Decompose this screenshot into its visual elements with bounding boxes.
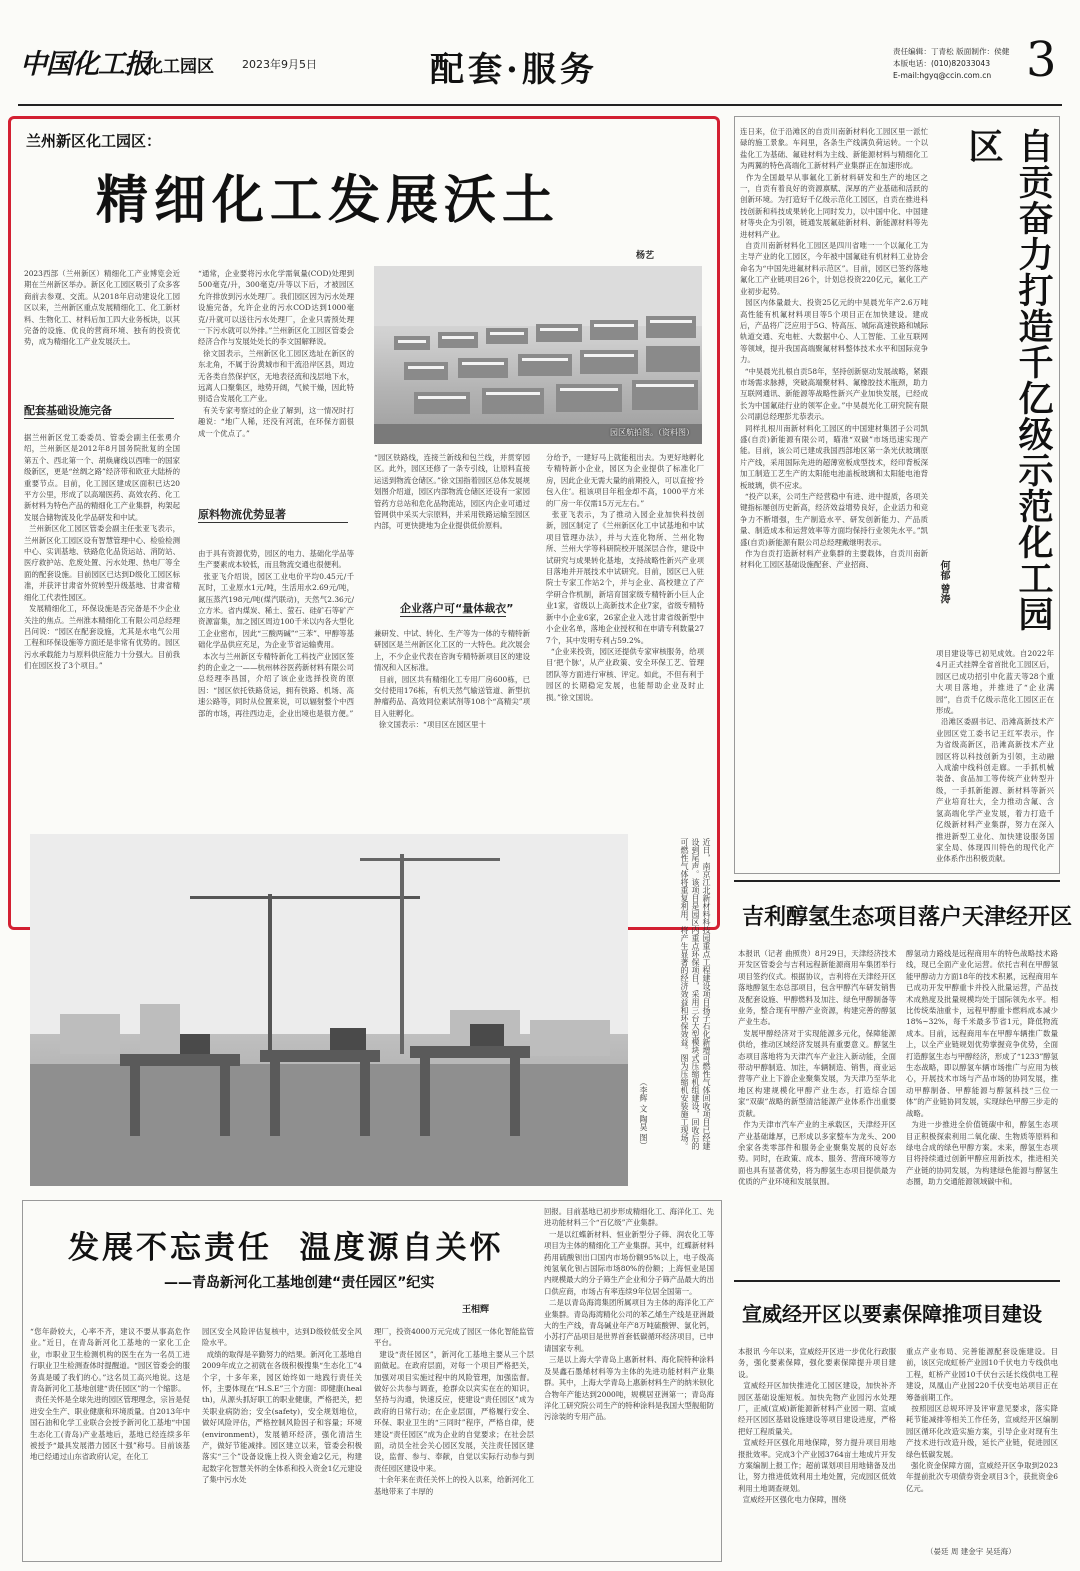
subhead-underline [198,522,348,523]
lead-subhead-logistics: 原料物流优势显著 [198,508,286,521]
right-feature-authors: 何郁 曾涛 [938,560,949,604]
email-line: E-mail:hgyq@ccin.com.cn [893,71,992,80]
masthead [18,34,1062,106]
newspaper-logo: 中国化工报 [20,49,150,80]
construction-site-photo [30,834,628,1186]
lead-subhead-infrastructure: 配套基础设施完备 [24,404,112,417]
page-banner: 配套·服务 [430,50,598,90]
masthead-rule [18,104,1062,106]
mid-right-col1-text: 本报讯（记者 曲照贵）8月29日，天津经济技术开发区管委会与吉利远程新能源商用车集团举行项目签约仪式。根据协议，吉利将在天津经开区落地醇氢生态总部项目，包含甲醇汽车研发销售及配套设施、甲醇燃料及加注、绿色甲醇制备等业务，整合现有甲醇产业资源，构建完善的醇氢产业生态。 发展甲醇经济对于实现能源多元化，保障能源供给，推动区域经济发展具有重要意义。醇氢生态项目落地将为天津汽车产业注入新动能，全面带动甲醇制造、加注，车辆制造、销售，商业运营等产业上下游企业聚集发展，为天津乃至华北地区构建规模化甲醇产业生态，打造综合国家“双碳”战略的新型清洁能源产业体系作出重要贡献。 作为天津市汽车产业的主承载区，天津经开区产业基础雄厚，已形成以多家整车为龙头、200余家各类零部件和服务企业聚集发展的良好态势。同时，在政策、成本、服务、营商环境等方面也具有显著优势，将为醇氢生态项目提供最为优质的产业环境和发展氛围。 [738,949,896,1187]
lead-col4-text: 分给予，一建好马上就能租出去。为更好地孵化专精特新小企业，园区为企业提供了标准化厂房，因此企业无需大量的前期投入，可以直接‘拎包入住’。租该项目年租金却不高，1000平方米的厂房一年仅需15万元左右。” 张亚飞表示，为了推动入园企业加快科技创新，园区制定了《兰州新区化工中试基地和中试项目管理办法》，并与大连化物所、兰州化物所、兰州大学等科研院校开展深层合作，建设中试研究与成果转化基地，支持战略性新兴产业项目落地并开展技术中试研究。目前，园区已入驻院士专家工作站2个，并与企业、高校建立了产学研合作机制，新培育国家级专精特新小巨人企业1家，省级以上高新技术企业7家，省级专精特新中小企业6家，26家企业入选甘肃省级新型中小企业名单，落地企业授权和在申请专利数量277个，其中发明专利占59.2%。 “企业来投资，园区还提供专家审核服务，给项目‘把个脉’，从产业政策、安全环保工艺、管理团队等方面进行审核、评定。如此，不但有利于园区的长期稳定发展，也能帮助企业及时止损。”徐文国说。 [546,453,704,702]
lead-author: 杨艺 [636,251,655,261]
bottom-right-credit: （晏廷 周 建金宇 吴廷海） [926,1547,1016,1556]
photo-caption: 园区航拍图。（资料图） [610,428,694,437]
lead-subhead-settlement: 企业落户可“量体裁衣” [400,602,514,615]
mid-right-headline: 吉利醇氢生态项目落户天津经开区 [742,904,1073,930]
editor-info [893,46,1043,82]
lead-kicker: 兰州新区化工园区： [26,132,162,150]
construction-photo-credit: （李辉 文 陶昊 图） [639,1078,648,1150]
bottom-left-col3-text: 理厂，投资4000万元完成了园区一体化智能监管平台。 建设“责任园区”，新河化工基地主要从三个层面做起。在政府层面，对每一个项目严格把关，加强对项目实施过程中的风险管理，加强监督。做好公共参与调查，抢群众以宾实在在的知识。坚持与沟通，快速反应，使建设“责任园区”成为政府的日常行动；在企业层面，严格履行安全、环保、职业卫生的“三同时”程序，严格自律，使建设“责任园区”成为企业的自觉要求；在社会层面，动员全社会关心园区发展，关注责任园区建设，监督、参与、奉献，自觉以实际行动参与到责任园区建设中来。 十余年来在责任关怀上的投入以来，给新河化工基地带来了丰厚的 [374,1327,534,1496]
bottom-left-col1-text: “您年龄较大，心率不齐，建议不要从事高危作业。”近日，在青岛新河化工基地的一家化工企业，市职业卫生检测机构的医生在为一名员工进行职业卫生检测查体时提醒道。“园区管委会的服务真是暖了我们的心。”这名员工高兴地说。这是青岛新河化工基地创建“责任园区”的一个缩影。 责任关怀是全球先进的园区管理理念，宗旨是促进安全生产、职业健康和环境质量。自2013年中国石油和化学工业联合会授予新河化工基地“中国生态化工(青岛)产业基地后，基地已经连续多年被授予“最具发展潜力园区十强”称号。目前该基地已经通过山东省政府认定，在化工 [30,1327,190,1462]
construction-photo-caption: 近日，南京江北新材料科技园重点工程建设项目扬子石化新增可燃性气体回收项目已经建设到尾声。该项目是园区内重点环保项目，采用三台大型模块式压缩机组建设，回收后的可燃性气体将重复利用，将产生显著的经济效益和环保效益。图为压缩机安装施工现场。 [680,838,711,1150]
lead-settlement-text: 兼研发、中试、转化、生产等为一体的专精特新研园区是兰州新区化工区的一大特色。此次展会上，不少企业代表在咨询专精特新项目区的建设情况和入区标准。 目前，园区共有精细化工专用厂房600栋，已交付使用176栋，有机天然气输送管道、新型抗肿瘤药品、高效同位素试剂等108个“高精尖”项目入驻孵化。 徐文国表示：“项目区在园区里十 [374,629,530,730]
lead-logistics-text: 由于具有资源优势，园区的电力、基础化学品等生产要素成本较低，而且物流交通也很便利。 张亚飞介绍说，园区工业电价平均0.45元/千瓦时，工业原水1元/吨，生活用水2.69元/吨，氮压蒸汽198元/吨(煤汽联动)，天然气2.36元/立方米。省内煤炭、稀土、萤石、硅矿石等矿产资源富集，加之园区周边100千米以内各大型化工企业密布，因此“三酸两碱”“三苯”、甲醇等基础化学品供应充足，为企业节省运输费用。 本次与兰州新区专精特新化工科技产业园区签约的企业之一——杭州林谷医药新材料有限公司总经理李昌国，介绍了该企业选择投资的原因：“园区依托铁路货运，拥有铁路、机场、高速公路等，同时从位置来说，可以辐射整个中西部的市场，再往西边走，企业出境也是很方便。” [198,549,354,718]
mid-right-col2-text: 醇氢动力路线是远程商用车的特色战略技术路线，现已全面产业化运营。依托吉利在甲醇氢能甲醇动力方面18年的技术积累，远程商用车已成功开发甲醇重卡并投入批量运营，产品技术成熟度及批量规模均处于国际领先水平。相比传统柴油重卡，远程甲醇重卡燃料成本减少18%~32%，每千米最多节省1元，降低物流成本。目前，远程商用车在甲醇车辆推广数量上，以全产业链规划优势掌握竞争优势，全面打造醇氢生态与甲醇经济，形成了“1233”醇氢生态战略，即以醇氢车辆市场推广与应用为核心，开展技术市场与产品市场的协同发展，推动甲醇制备、甲醇能源与醇氢科技“三位一体”的产业链协同发展，实现绿色甲醇三步走的战略。 为进一步推进全价值链碳中和，醇氢生态项目正积极探索利用二氧化碳、生物质等原料和绿电合成的绿色甲醇方案。未来，醇氢生态项目将持续通过创新甲醇应用新技术，推进相关产业链的协同发展，为构建绿色能源与醇氢生态圈，助力交通能源领域碳中和。 [906,949,1058,1187]
bottom-left-col4-text: 回报。目前基地已初步形成精细化工、海洋化工、先进功能材料三个“百亿级”产业集群。 一是以红蝶新材料、恒业新型分子筛、润农化工等项目为主体的精细化工产业集群。其中，红蝶新材料药用硫酸钡出口国内市场份额95%以上，电子级高纯氢氧化钡占国际市场80%的份额；上海恒业是国内规模最大的分子筛生产企业和分子筛产品最大的出口供应商，市场占有率连续9年位居全国第一。 二是以青岛海湾集团所属项目为主体的海洋化工产业集群。青岛海湾精化公司的苯乙烯生产线是亚洲最大的生产线，青岛碱业年产8万吨硫酸钾、氯化钙，小苏打产品项目是世界首套低碳循环经济项目，已申请国家专利。 三是以上海大学青岛上惠新材料、海化院特种涂料及昊鑫石墨烯材料等为主体的先进功能材料产业集群。其中，上海大学青岛上惠新材料生产的纳米钡化合物年产能达到2000吨，规模居亚洲第一；青岛海洋化工研究院公司生产的特种涂料是我国大型舰船防污涂装的专用产品。 [544,1207,714,1422]
construction-photo-illustration [30,834,628,1186]
bottom-left-subhead: ——青岛新河化工基地创建“责任园区”纪实 [164,1275,435,1291]
subhead-underline [24,418,174,419]
phone-line: 本版电话：(010)82033043 [893,59,991,68]
mid-right-top-rule [734,880,1060,882]
industrial-park-aerial-photo [374,266,702,444]
right-feature-col2-text: 项目建设等已初见成效。自2022年4月正式挂牌全省首批化工园区后，园区已成功招引中化蓝天等28个重大项目落地，并推进了“企业满园”，自贡千亿级示范化工园区正在形成。 沿滩区委副书记、沿滩高新技术产业园区党工委书记王红军表示，作为省级高新区，沿滩高新技术产业园区将以科技创新为引领，主动融入成渝中线科创走廊。一手抓机械装备、食品加工等传统产业转型升级，一手抓新能源、新材料等新兴产业培育壮大，全力推动含氟、含氢高端化学产业发展，着力打造千亿级新材料产业集群，努力在深入推进新型工业化、加快建设服务国家全局、体现四川特色的现代化产业体系作出积极贡献。 [936,649,1054,864]
lead-intro-text: 2023西部（兰州新区）精细化工产业博览会近期在兰州新区举办。新区化工园区吸引了众多客商前去参观、交流。从2018年启动建设化工园区以来，兰州新区重点发展精细化工、化工新材料、生物化工、材料后加工四大业务板块，以其完备的设施、优良的营商环境、独有的投资优势，成为精细化工产业发展沃土。 [24,269,180,347]
section-name: 化工园区 [146,57,214,77]
bottom-right-col1-text: 本报讯 今年以来，宣威经开区进一步优化行政服务，强化要素保障，强化要素保障提升项目建设。 宣威经开区加快推进化工园区建设，加快补齐园区基础设施短板。加快先物产业园污水处理厂，正威(宣威)新能源新材料产业园一期、宣威经开区园区基础设施建设等项目建设进度，严格把好工程质量关。 宣威经开区强化用地保障，努力提升项目用地报批效率。完成3个产业园3764亩土地成片开发方案编制上报工作；超前谋划项目用地储备及出让，努力推进低效利用土地处置，完成园区低效利用土地调查规划。 宣威经开区强化电力保障，围绕 [738,1347,896,1505]
bottom-right-col2-text: 重点产业布局、完善能源配套设施建设。目前，该区完成虹桥产业园10千伏电力专线供电工程，虹桥产业园10千伏台云延长线供电工程建设，凤凰山产业园220千伏变电站项目正在筹备前期工作。 按照园区总规环评及评审意见要求，落实降耗节能减排等相关工作任务，宣威经开区编制园区循环化改造实施方案，引导企业对现有生产技术进行改造升级，延长产业链，促进园区绿色低碳发展。 强化资金保障方面，宣威经开区争取到2023年提前批次专项债券资金项目3个，获批资金6亿元。 [906,1347,1058,1493]
lead-col3-text: “园区铁路线，连接兰新线和包兰线，并贯穿园区。此外，园区还修了一条专引线，让原料直接运送到物流仓储区。”徐文国指着园区总体发展规划图介绍道，园区内部物流仓储区还设有一家园管药方总站和危化品物流站，园区内企业可通过管网供中采买大宗原料，并采用铁路运输至园区内部，可更快捷地为企业提供低价原料。 [374,453,530,531]
bottom-left-author: 王相辉 [462,1305,490,1315]
right-feature-headline: 自贡奋力打造千亿级示范化工园区 [963,128,1054,632]
issue-date: 2023年9月5日 [242,58,317,71]
lead-infrastructure-text: 据兰州新区党工委委员、管委会副主任张勇介绍，兰州新区是2012年8月国务院批复的全国第五个、西北第一个、胡焕庸线以西唯一的国家级新区，更是“丝绸之路”经济带和欧亚大陆桥的重要节点。目前，化工园区建成区面积已达20平方公里，形成了以高端医药、高效农药、化工新材料为特色产品的精细化工产业集群，构架起发展合储物流及化学品研发和中试。 兰州新区化工园区管委会副主任张亚飞表示，兰州新区化工园区设有智慧管理中心、检验检测中心、实训基地、铁路危化品货运站、消防站、医疗救护站、危废处置、污水处理、热电厂等全面的配套设施。目前园区已达到D级化工园区标准，并获评甘肃省外贸转型升级基地、甘肃省精细化工代表性园区。 发展精细化工，环保设施是否完备是不少企业关注的焦点。兰州淮本精细化工有限公司总经理吕问说：“园区在配套设施，尤其是水电气公用工程和环保设施等方面还是非常有优势的。园区污水承载能力与原料供应能力十分强大。目前我们在园区投了3个项目。” [24,433,180,671]
lead-col2-text: “通常，企业要将污水化学需氧量(COD)处理到500毫克/升，300毫克/升等以下后，才被园区允许排放到污水处理厂。我们园区因为污水处理设施完备，允许企业的污水COD达到1000毫克/升就可以送往污水处理厂，企业只需预处理一下污水就可以外排。”兰州新区化工园区管委会经济合作与发展处处长的李文国解释说。 徐文国表示，兰州新区化工园区选址在新区的东北角，不属于汾黄城市和干流沿岸区县，周边无各类自然保护区，无地表径流和浅层地下水，远离人口聚集区，地势开阔，气候干燥，因此特别适合发展化工产业。 有关专家考察过的企业了解到，这一情况时打趣说：“地广人稀，还没有河流，在环保方面很成一个优点了。” [198,269,354,438]
lead-headline: 精细化工发展沃土 [96,170,561,231]
bottom-left-col2-text: 园区安全风险评估复核中，达到D级较低安全风险水平。 成绩的取得是辛勤努力的结果。新河化工基地自2009年成立之初就在各级积极搜集“生态化工”4个字，十多年来，园区始终如一地践行责任关怀，主要体现在“H.S.E”三个方面：即健康(health)，从源头抓好职工的职业健康，严格把关，把关职业病防治；安全(safety)，安全规划地位，做好风险评估，严格控制风险因子和容量；环境(environment)，发展循环经济，强化清洁生产，做好节能减排。园区建立以来，管委会积极落实“三个”设备设施上投入资金逾2亿元，构建起数字化智慧关怀的全体系和投入资金1亿元建设了集中污水处 [202,1327,362,1485]
bottom-right-top-rule [734,1280,1060,1282]
editor-line: 责任编辑：丁青松 版面制作：侯健 [893,47,1010,56]
right-feature-col1-text: 连日来，位于沿滩区的自贡川南新材料化工园区里一派忙碌的施工景象。车间里，各条生产线满负荷运转。一个以盐化工为基础、氟硅材料为主线、新能源材料与精细化工为两翼的特色高端化工新材料产业集群正在加速形成。 作为全国最早从事氟化工新材料研发和生产的地区之一，自贡有着良好的资源禀赋、深厚的产业基础和活跃的创新环境。为打造好千亿级示范化工园区，自贡在推进科技创新和科技成果转化上同时发力，以中国中化、中国建材等央企为引领，链通发展氟硅新材料、新能源材料等先进材料产业。 自贡川南新材料化工园区是四川省唯一一个以氟化工为主导产业的化工园区，今年被中国氟硅有机材料工业协会命名为“中国先进氟材料示范区”。目前，园区已签约落地氟化工产业链项目26个，计划总投资220亿元，氟化工产业初步起势。 园区内体量最大、投资25亿元的中昊晨光年产2.6万吨高性能有机氟材料项目等5个项目正在加快建设。建成后，产品将广泛应用于5G、特高压、城际高速铁路和城际轨道交通、充电桩、大数据中心、人工智能、工业互联网等领域，提升我国高端聚氟材料整体技术水平和国际竞争力。 “中昊晨光扎根自贡58年，坚持创新驱动发展战略，紧跟市场需求脉搏，突破高端聚材料、氟橡胶技术瓶颈，助力互联网通讯、新能源等战略性新兴产业加快发展，已经成长为中国氟硅行业的领军企业。”中昊晨光化工研究院有限公司副总经理彭尤恭表示。 同样扎根川南新材料化工园区的中国建材集团子公司凯盛(自贡)新能源有限公司，瞄准“双碳”市场迅速实现产能。目前，该公司已建成我国西部地区第一条光伏玻璃原片产线，采用国际先进的超薄宽板成型技术，经印背板深加工制造工艺生产的太阳能电池盖板玻璃和太阳能电池背板玻璃，供不应求。 “投产以来，公司生产经营稳中有进、进中提质，各项关键指标屡创历史新高，经济效益增势良好，企业活力和竞争力不断增强，生产制造水平、研发创新能力、产品质量、制造成本和运营效率等方面均保持行业领先水平。”凯盛(自贡)新能源有限公司总经理戴继明表示。 作为自贡打造新材料产业集群的主要载体，自贡川南新材料化工园区基础设施配套、产业招商、 [740,127,928,570]
bottom-right-headline: 宣威经开区以要素保障推项目建设 [742,1302,1042,1326]
page-number: 3 [1026,32,1057,88]
aerial-photo-illustration [374,266,702,444]
bottom-left-headline: 发展不忘责任 温度源自关怀 [68,1230,504,1266]
subhead-underline [400,616,506,617]
